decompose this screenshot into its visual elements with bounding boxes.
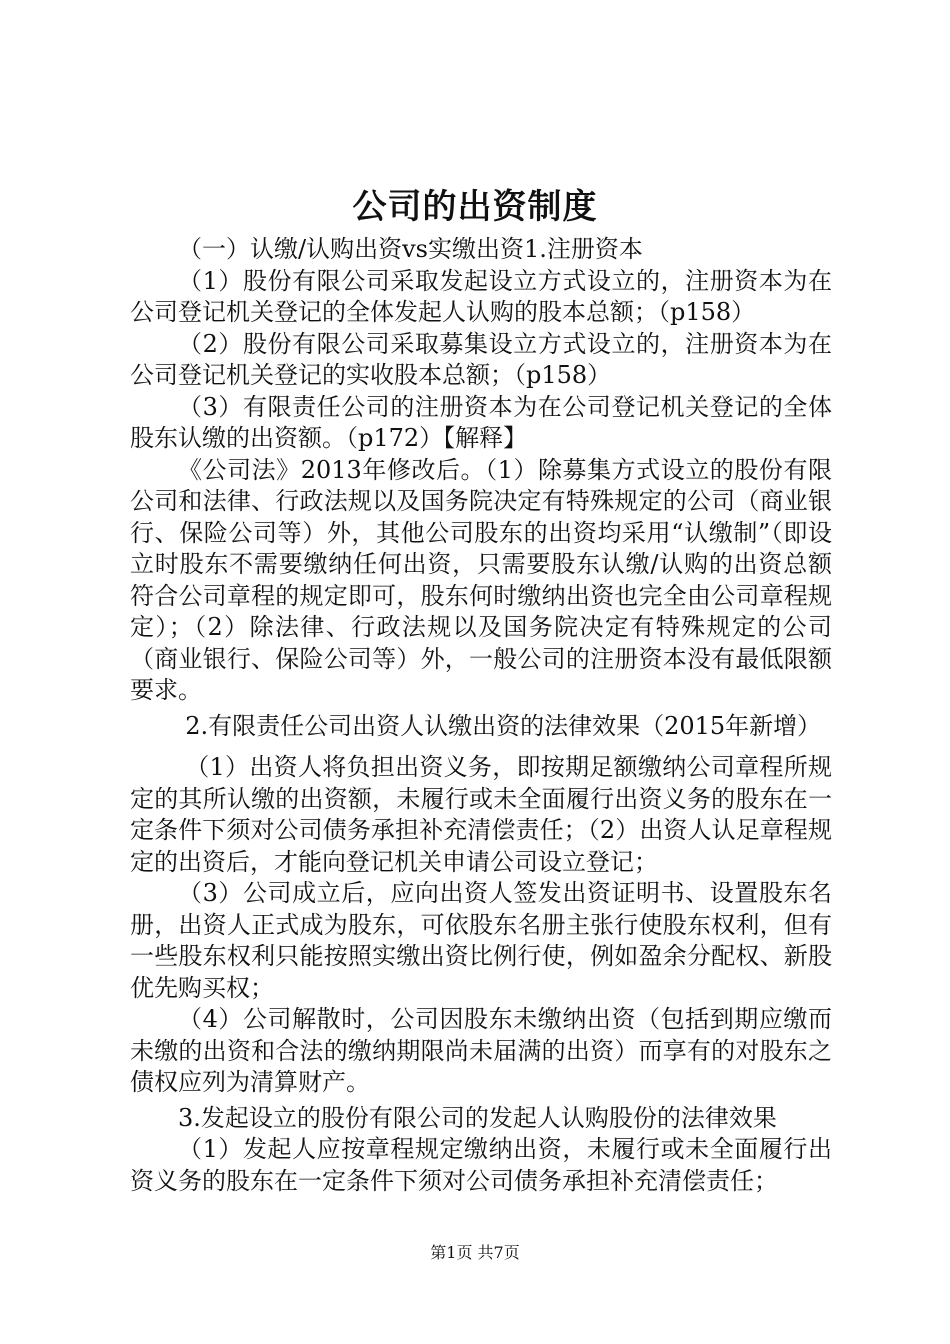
paragraph-8: （3）公司成立后，应向出资人签发出资证明书、设置股东名册，出资人正式成为股东，可依股东名册主张行使股东权利，但有一些股东权利只能按照实缴出资比例行使，例如盈余分配权、新股优先购买权；	[130, 879, 832, 1002]
paragraph-3: （2）股份有限公司采取募集设立方式设立的，注册资本为在公司登记机关登记的实收股本总额；（p158）	[130, 329, 832, 389]
paragraph-1: （一）认缴/认购出资vs实缴出资1.注册资本	[178, 235, 643, 263]
paragraph-7: （1）出资人将负担出资义务，即按期足额缴纳公司章程所规定的其所认缴的出资额，未履行或未全面履行出资义务的股东在一定条件下须对公司债务承担补充清偿责任；（2）出资人认足章程规定的出资后，才能向登记机关申请公司设立登记；	[130, 753, 832, 876]
document-body	[130, 234, 832, 1197]
paragraph-9: （4）公司解散时，公司因股东未缴纳出资（包括到期应缴而未缴的出资和合法的缴纳期限尚未届满的出资）而享有的对股东之债权应列为清算财产。	[130, 1005, 832, 1096]
paragraph-2: （1）股份有限公司采取发起设立方式设立的，注册资本为在公司登记机关登记的全体发起人认购的股本总额；（p158）	[130, 266, 832, 326]
paragraph-6: 2.有限责任公司出资人认缴出资的法律效果（2015年新增）	[185, 711, 822, 740]
page-number-footer: 第1页 共7页	[430, 1243, 520, 1262]
document-title: 公司的出资制度	[352, 187, 598, 227]
paragraph-10: 3.发起设立的股份有限公司的发起人认购股份的法律效果	[178, 1103, 777, 1132]
paragraph-5: 《公司法》2013年修改后。（1）除募集方式设立的股份有限公司和法律、行政法规以及国务院决定有特殊规定的公司（商业银行、保险公司等）外，其他公司股东的出资均采用“认缴制”（即设立时股东不需要缴纳任何出资，只需要股东认缴/认购的出资总额符合公司章程的规定即可，股东何时缴纳出资也完全由公司章程规定）；（2）除法律、行政法规以及国务院决定有特殊规定的公司（商业银行、保险公司等）外，一般公司的注册资本没有最低限额要求。	[130, 455, 832, 704]
paragraph-11: （1）发起人应按章程规定缴纳出资，未履行或未全面履行出资义务的股东在一定条件下须对公司债务承担补充清偿责任；	[130, 1135, 832, 1195]
paragraph-4: （3）有限责任公司的注册资本为在公司登记机关登记的全体股东认缴的出资额。（p172）【解释】	[130, 392, 832, 452]
